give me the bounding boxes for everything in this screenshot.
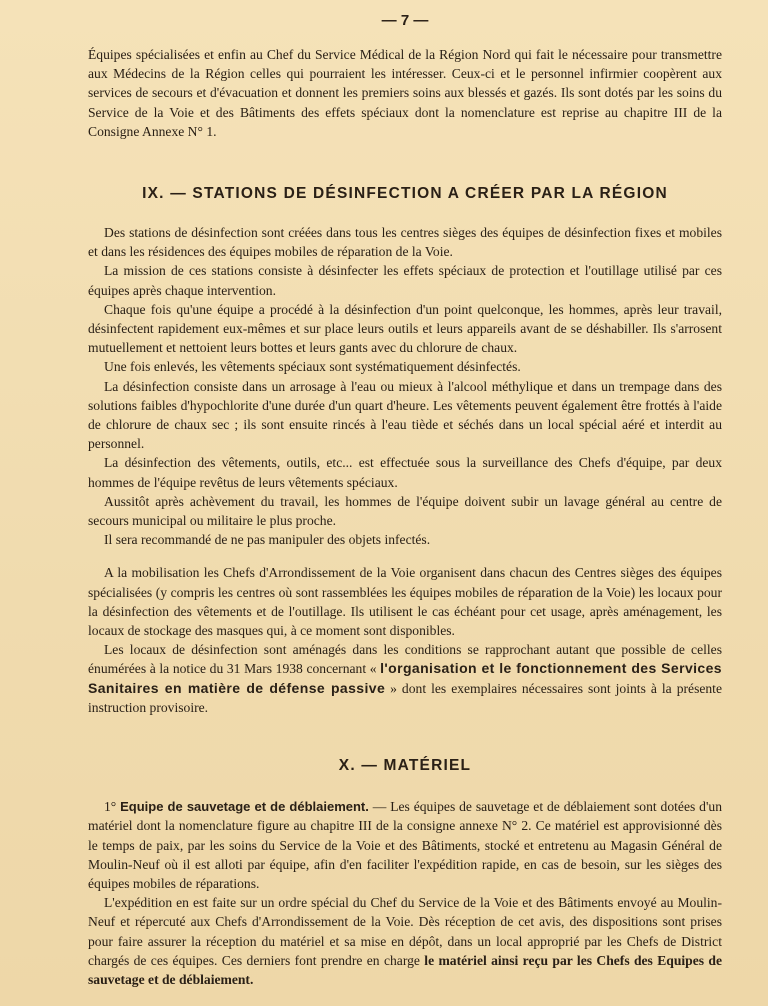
paragraph: La désinfection des vêtements, outils, etc... est effectuée sous la surveillance des Chefs d'équipe, par deux hommes de l'équipe revêtus de leurs vêtements spéciaux.: [88, 455, 722, 490]
locaux-text-start: Les locaux de désinfection sont aménagés dans les conditions se rapprochant autant que possible de celles énumérées à la notice du 31 Mars 1938 concernant «: [88, 642, 722, 677]
page-number: — 7 —: [381, 12, 429, 29]
expedition-bold-text: le matériel ainsi reçu par les Chefs des Equipes de sauvetage et de déblaiement.: [88, 952, 722, 987]
item-1-paragraph: [88, 797, 722, 893]
paragraph: La désinfection consiste dans un arrosage à l'eau ou mieux à l'alcool méthylique et dans un trempage dans des solutions faibles d'hypochlorite d'une durée d'un quart d'heure. Les vêtements peuvent également être frottés à l'aide de chlorure de chaux sec ; ils sont ensuite rincés à l'eau tiède et séchés dans un local spécial aéré et interdit au personnel.: [88, 378, 722, 452]
section-10-title: X. — MATÉRIEL: [338, 757, 472, 775]
locaux-emphasis: l'organisation et le fonctionnement des Services Sanitaires en matière de défense passive: [88, 660, 722, 696]
paragraph: Aussitôt après achèvement du travail, les hommes de l'équipe doivent subir un lavage général au centre de secours municipal ou militaire le plus proche.: [88, 493, 722, 529]
locaux-text-end: » dont les exemplaires nécessaires sont joints à la présente instruction provisoire.: [88, 680, 722, 715]
section-9-body: [88, 223, 722, 717]
expedition-paragraph: [88, 893, 722, 989]
paragraph: Chaque fois qu'une équipe a procédé à la désinfection d'un point quelconque, les hommes, après leur travail, désinfectent rapidement eux-mêmes et sur place leurs outils et leurs appareils avant de se déshabiller. Ils s'arrosent mutuellement et nettoient leurs bottes et leurs gants avec du chlorure de chaux.: [88, 301, 722, 356]
section-10-body: [88, 797, 722, 989]
intro-paragraph: Équipes spécialisées et enfin au Chef du Service Médical de la Région Nord qui fait le nécessaire pour transmettre aux Médecins de la Région celles qui pourraient les intéresser. Ceux-ci et le personnel infirmier coopèrent aux services de secours et d'évacuation et donnent les premiers soins aux blessés et gazés. Ils sont dotés par les soins du Service de la Voie et des Bâtiments des effets spéciaux dont la nomenclature est reprise au chapitre III de la Consigne Annexe N° 1.: [88, 47, 722, 139]
section-9-title: IX. — STATIONS DE DÉSINFECTION A CRÉER PAR LA RÉGION: [142, 185, 668, 203]
paragraph: La mission de ces stations consiste à désinfecter les effets spéciaux de protection et l'outillage utilisé par ces équipes après chaque intervention.: [88, 263, 722, 298]
paragraph: Une fois enlevés, les vêtements spéciaux sont systématiquement désinfectés.: [104, 359, 521, 375]
expedition-text: L'expédition en est faite sur un ordre spécial du Chef du Service de la Voie et des Bâtiments envoyé au Moulin-Neuf et répercuté aux Chefs d'Arrondissement de la Voie. Dès réception de cet avis, des dispositions sont prises pour faire assurer la réception du matériel et sa mise en dépôt, dans un local approprié par les Chefs de District chargés de ces équipes. Ces derniers font prendre en charge: [88, 895, 722, 968]
item-1-number: 1°: [104, 799, 117, 815]
locaux-paragraph: [88, 640, 722, 717]
item-1-title: Equipe de sauvetage et de déblaiement.: [120, 799, 369, 815]
paragraph: Il sera recommandé de ne pas manipuler des objets infectés.: [104, 532, 431, 548]
mobilisation-paragraph: A la mobilisation les Chefs d'Arrondissement de la Voie organisent dans chacun des Centres sièges des équipes spécialisées (y compris les centres où sont rassemblées les équipes mobiles de réparation de la Voie) les locaux pour la désinfection des vêtements et de l'outillage. Ils utilisent le cas échéant pour cet usage, après aménagement, les locaux de stockage des masques qui, à ce moment sont disponibles.: [88, 565, 722, 639]
item-1-text: — Les équipes de sauvetage et de déblaiement sont dotées d'un matériel dont la nomenclature figure au chapitre III de la consigne annexe N° 2. Ce matériel est approvisionné dès le temps de paix, par les soins du Service de la Voie et des Bâtiments, stocké et entretenu au Magasin Général de Moulin-Neuf où il est alloti par équipe, afin d'en faciliter l'expédition rapide, en cas de besoin, sur les sièges des équipes mobiles de réparations.: [88, 799, 722, 891]
paragraph: Des stations de désinfection sont créées dans tous les centres sièges des équipes de désinfection fixes et mobiles et dans les résidences des équipes mobiles de réparation de la Voie.: [88, 225, 722, 260]
